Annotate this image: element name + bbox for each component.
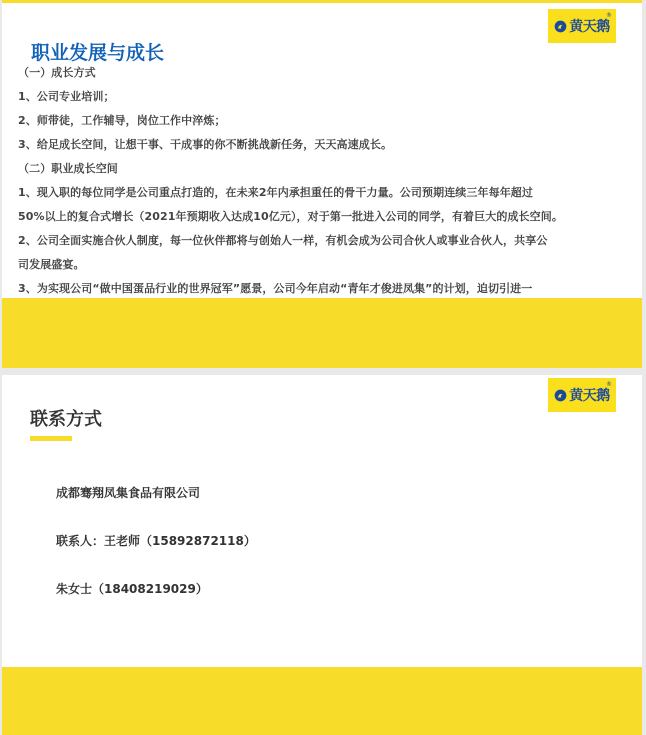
subheading-growth-space: （二）职业成长空间 bbox=[18, 162, 118, 175]
subheading-growth-mode: （一）成长方式 bbox=[18, 66, 96, 79]
title-underline bbox=[30, 436, 72, 441]
paragraph-line: 3、给足成长空间，让想干事、干成事的你不断挑战新任务，天天高速成长。 bbox=[18, 138, 393, 151]
footer-band bbox=[2, 667, 642, 735]
contact-person-wang: 联系人：王老师（15892872118） bbox=[56, 534, 256, 548]
brand-logo bbox=[548, 9, 616, 43]
logo-text: 黄天鹅 bbox=[569, 388, 610, 404]
registered-mark: ® bbox=[606, 12, 612, 19]
paragraph-line: 2、师带徒，工作辅导，岗位工作中淬炼； bbox=[18, 114, 226, 127]
paragraph-line: 司发展盛宴。 bbox=[18, 258, 85, 271]
career-slide bbox=[2, 0, 642, 368]
company-name: 成都骞翔凤集食品有限公司 bbox=[56, 486, 201, 500]
paragraph-line: 1、现入职的每位同学是公司重点打造的，在未来2年内承担重任的骨干力量。公司预期连续三年每年超过 bbox=[18, 186, 534, 199]
section-title: 职业发展与成长 bbox=[31, 42, 165, 64]
paragraph-line: 3、为实现公司“做中国蛋品行业的世界冠军”愿景，公司今年启动“青年才俊进凤集”的计划，迫切引进一 bbox=[18, 282, 533, 295]
footer-band bbox=[2, 298, 642, 368]
paragraph-line: 2、公司全面实施合伙人制度，每一位伙伴都将与创始人一样，有机会成为公司合伙人或事业合伙人，共享公 bbox=[18, 234, 548, 247]
contact-slide bbox=[2, 375, 642, 735]
contact-title: 联系方式 bbox=[30, 409, 102, 430]
registered-mark: ® bbox=[606, 381, 612, 388]
career-content bbox=[18, 61, 630, 325]
swan-icon bbox=[554, 20, 567, 33]
top-stripe bbox=[2, 0, 642, 3]
logo-text: 黄天鹅 bbox=[569, 19, 610, 35]
swan-icon bbox=[554, 389, 567, 402]
paragraph-line: 50%以上的复合式增长（2021年预期收入达成10亿元），对于第一批进入公司的同学，有着巨大的成长空间。 bbox=[18, 210, 563, 223]
brand-logo bbox=[548, 378, 616, 412]
contact-person-zhu: 朱女士（18408219029） bbox=[56, 582, 208, 596]
paragraph-line: 1、公司专业培训； bbox=[18, 90, 115, 103]
